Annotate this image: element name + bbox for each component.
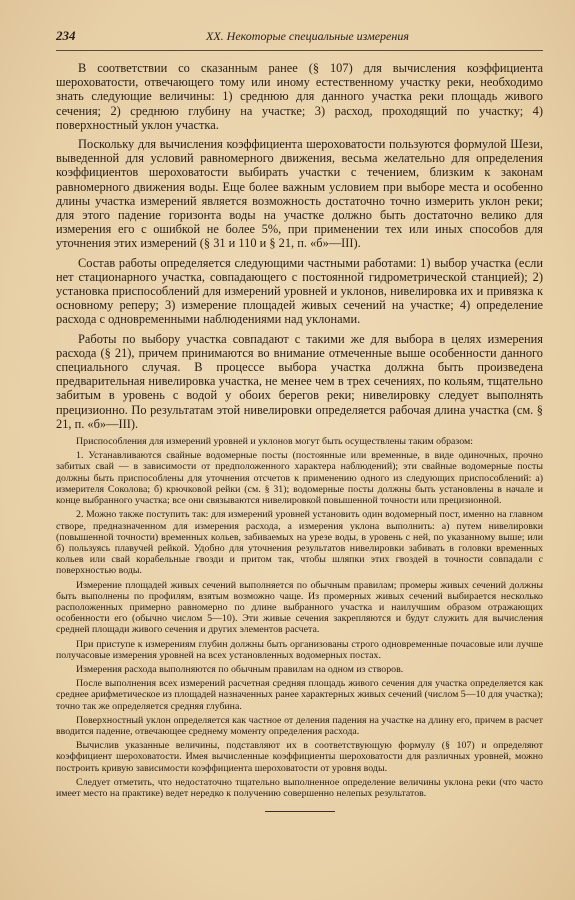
small-paragraph: Приспособления для измерений уровней и уклонов могут быть осуществлены таким образом:: [76, 436, 474, 448]
small-paragraph: Измерения расхода выполняются по обычным правилам на одном из створов.: [76, 663, 404, 675]
end-rule: [265, 811, 335, 812]
small-paragraph: После выполнения всех измерений расчетная средняя площадь живого сечения для участка определяется как среднее арифметическое из площадей назначенных ранее характерных живых сечений (числом 5—10 для участка); точно так же определяется средняя глубина.: [56, 678, 543, 712]
body-paragraph: Поскольку для вычисления коэффициента шероховатости пользуются формулой Шези, выведенной для условий равномерного движения, весьма желательно для определения коэффициентов шероховатости выбирать участки с течением, близким к законам равномерного движения воды. Еще более важным условием при выборе места и особенно длины участка измерений является возможность достаточно точно измерить уклон реки; для этого падение горизонта воды на участке должно быть достаточно велико для измерения его с ошибкой не более 5%, при применении тех или иных способов для уточнения этих измерений (§ 31 и 110 и § 21, п. «б»—III).: [56, 137, 543, 251]
page-header: [56, 28, 543, 51]
running-title: XX. Некоторые специальные измерения: [206, 29, 409, 43]
small-paragraph: Измерение площадей живых сечений выполняется по обычным правилам; промеры живых сечений должны быть выполнены по профилям, взятым возможно чаще. Из промерных живых сечений выбирается несколько расположенных примерно равномерно по длине выбранного участка и наилучшим образом отражающих особенности его (обычно числом 5—10). Эти живые сечения закрепляются и будут служить для вычисления средней площади живого сечения и других элементов расчета.: [56, 579, 543, 636]
body-paragraph: Работы по выбору участка совпадают с такими же для выбора в целях измерения расхода (§ 21), причем принимаются во внимание отмеченные выше особенности данного специального случая. В процессе выбора участка должна быть произведена предварительная нивелировка участка, не менее чем в трех сечениях, по кольям, тщательно забитым в уровень с водой у обоих берегов реки; нивелировку следует выполнять прецизионно. По результатам этой нивелировки определяется рабочая длина участка (см. § 21, п. «б»—III).: [56, 331, 543, 431]
small-paragraph: 1. Устанавливаются свайные водомерные посты (постоянные или временные, в виде одиночных, прочно забитых свай — в зависимости от предположенного характера наблюдений); эти свайные водомерные посты должны быть приспособлены для уточнения отсчетов к применению одного из следующих приспособлений: а) измерителя Соколова; б) крючковой рейки (см. § 31); водомерные посты должны быть установлены в начале и конце выбранного участка; все они связываются нивелировкой повышенной точности или прецизионной.: [56, 450, 543, 507]
small-paragraph: При приступе к измерениям глубин должны быть организованы строго одновременные почасовые или лучше получасовые измерения уровней на всех установленных водомерных постах.: [56, 638, 543, 661]
body-paragraph: В соответствии со сказанным ранее (§ 107) для вычисления коэффициента шероховатости, отвечающего тому или иному естественному участку реки, необходимо знать следующие величины: 1) среднюю для данного участка реки площадь живого сечения; 2) среднюю глубину на участке; 3) расход, проходящий по участку; 4) поверхностный уклон участка.: [56, 61, 543, 132]
small-paragraph: 2. Можно также поступить так: для измерений уровней установить один водомерный пост, именно на главном створе, предназначенном для измерения расхода, а измерения уклона выполнить: а) путем нивелировки (повышенной точности) временных кольев, забиваемых на урезе воды, в уровень с ней, по указанному выше; или б) пользуясь плавучей рейкой. Удобно для уточнения результатов нивелировки забивать в головки временных кольев или свай корабельные гвозди и притом так, чтобы шляпки этих гвоздей в точности совпадали с поверхностью воды.: [56, 509, 543, 577]
page-number: 234: [56, 28, 76, 43]
small-paragraph: Вычислив указанные величины, подставляют их в соответствующую формулу (§ 107) и определяют коэффициент шероховатости. Имея вычисленные коэффициенты шероховатости для различных уровней, можно построить кривую зависимости коэффициента шероховатости от уровня воды.: [56, 740, 543, 774]
small-paragraph: Следует отметить, что недостаточно тщательно выполненное определение величины уклона реки (что часто имеет место на практике) ведет нередко к получению совершенно нелепых результатов.: [56, 776, 543, 799]
small-paragraph: Поверхностный уклон определяется как частное от деления падения на участке на длину его, причем в расчет вводится падение, отвечающее среднему моменту определения расхода.: [56, 714, 543, 737]
page-body: [56, 61, 543, 812]
body-paragraph: Состав работы определяется следующими частными работами: 1) выбор участка (если нет стационарного участка, совпадающего с постоянной гидрометрической станцией); 2) установка приспособлений для измерений уровней и уклонов, нивелировка их и привязка к основному реперу; 3) измерение площадей живых сечений на участке; 4) определение расхода с одновременными наблюдениями над уклонами.: [56, 255, 543, 327]
